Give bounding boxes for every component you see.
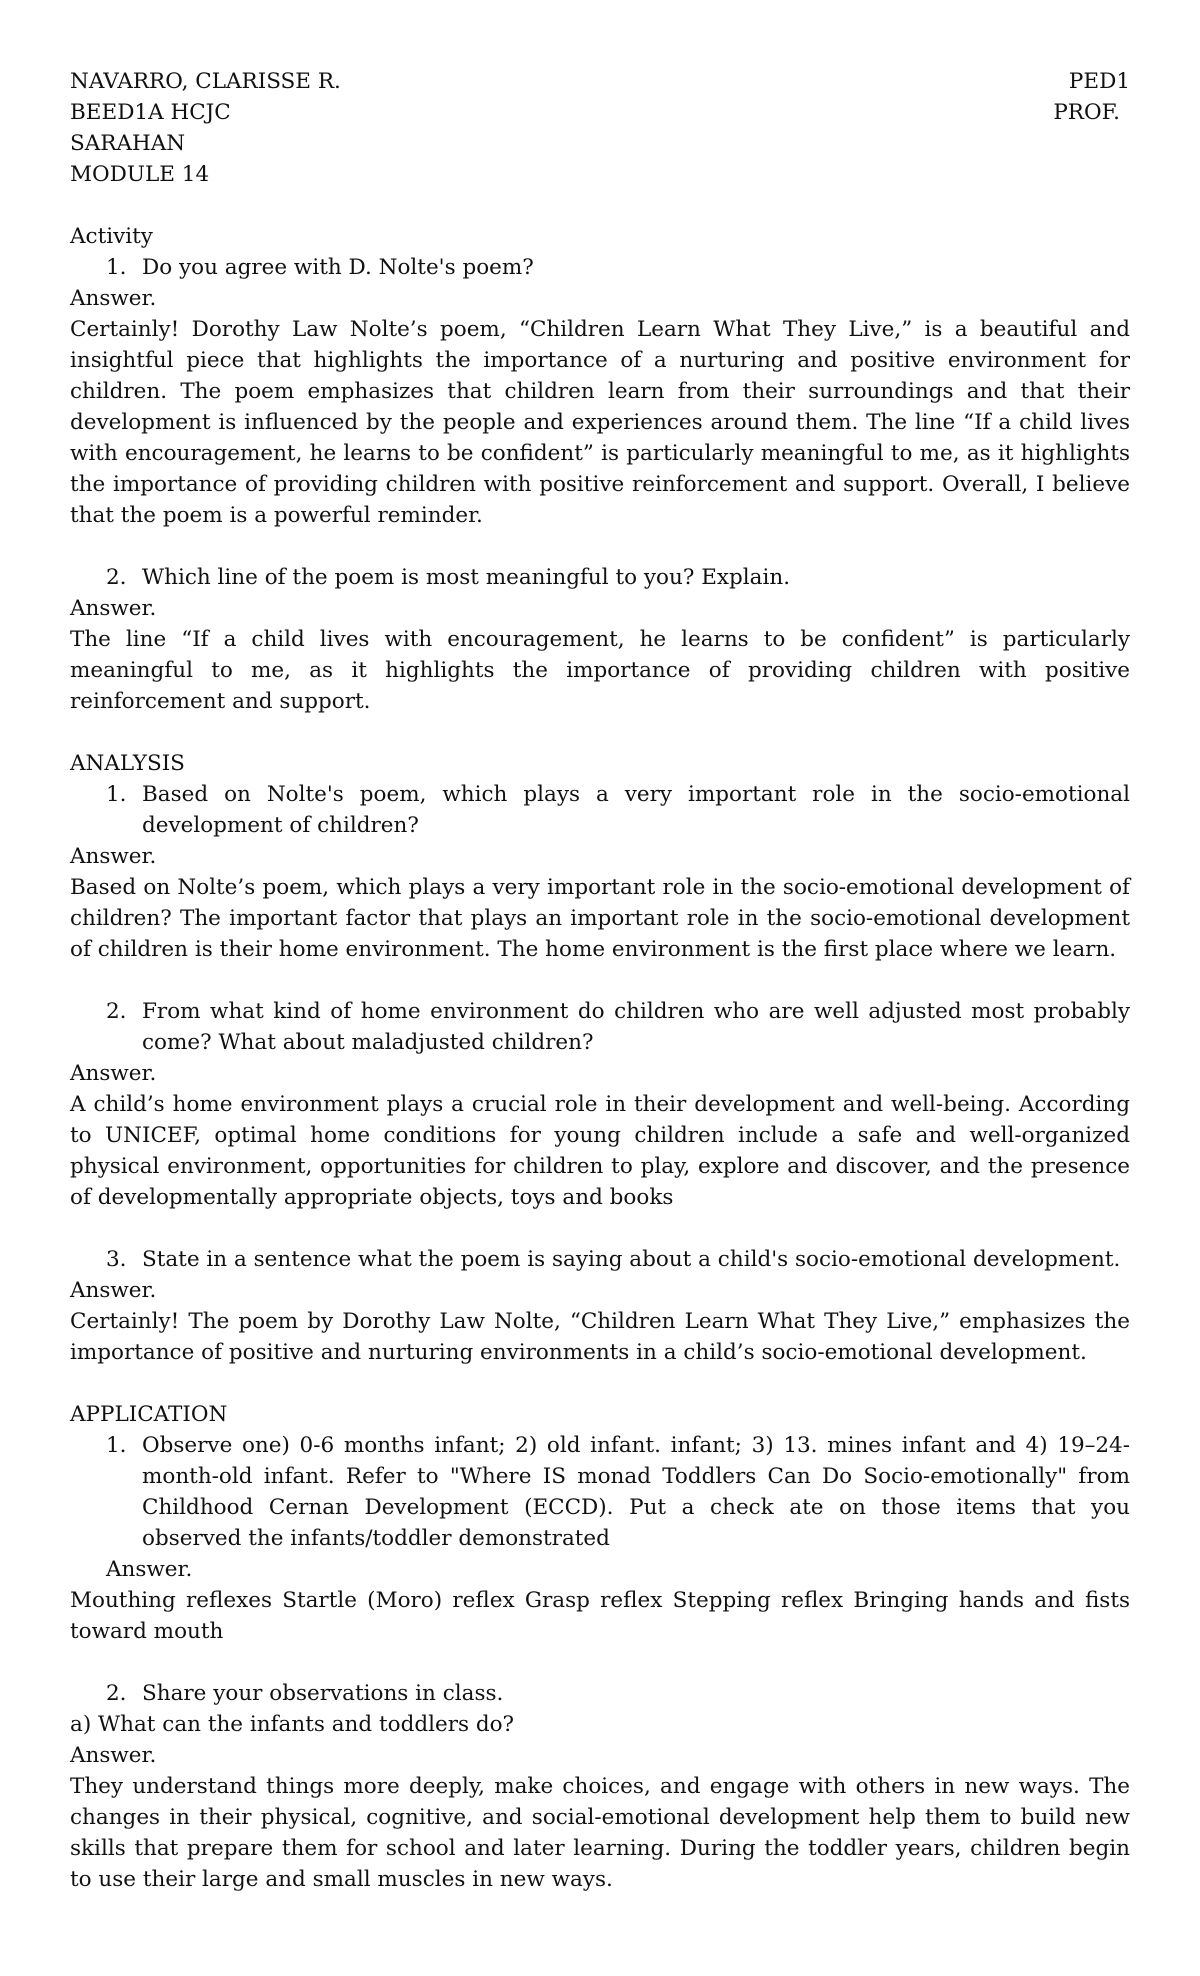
- question-text: Which line of the poem is most meaningful to you? Explain.: [142, 565, 791, 590]
- spacer: [70, 531, 1130, 562]
- subject-code: PED1: [1068, 69, 1130, 94]
- answer-label: Answer.: [70, 844, 157, 869]
- spacer: [70, 717, 1130, 748]
- module-title: MODULE 14: [70, 162, 210, 187]
- analysis-heading: ANALYSIS: [70, 751, 185, 776]
- sub-question-text: a) What can the infants and toddlers do?: [70, 1712, 515, 1737]
- activity-question-1: [106, 252, 1130, 283]
- answer-label: Answer.: [106, 1557, 193, 1582]
- question-number: 2.: [106, 999, 127, 1024]
- answer-text: The line “If a child lives with encouragement, he learns to be confident” is particularly meaningful to me, as it highlights the importance of providing children with positive reinforcement and support.: [70, 627, 1130, 714]
- spacer: [70, 1368, 1130, 1399]
- header-row-1: [70, 66, 1130, 97]
- question-number: 1.: [106, 782, 127, 807]
- answer-text: Mouthing reflexes Startle (Moro) reflex Grasp reflex Stepping reflex Bringing hands and fists toward mouth: [70, 1588, 1130, 1644]
- answer-label: Answer.: [70, 596, 157, 621]
- application-question-2: [106, 1678, 1130, 1709]
- student-name: NAVARRO, CLARISSE R.: [70, 69, 341, 94]
- application-question-1: [106, 1430, 1130, 1554]
- header-row-2: [70, 97, 1130, 128]
- answer-text: Based on Nolte’s poem, which plays a very important role in the socio-emotional development of children? The important factor that plays an important role in the socio-emotional development of children is their home environment. The home environment is the first place where we learn.: [70, 875, 1130, 962]
- question-number: 3.: [106, 1247, 127, 1272]
- question-number: 1.: [106, 1433, 127, 1458]
- answer-text: Certainly! The poem by Dorothy Law Nolte, “Children Learn What They Live,” emphasizes the importance of positive and nurturing environments in a child’s socio-emotional development.: [70, 1309, 1130, 1365]
- spacer: [70, 1213, 1130, 1244]
- prof-name: SARAHAN: [70, 131, 186, 156]
- question-text: Share your observations in class.: [142, 1681, 504, 1706]
- answer-label: Answer.: [70, 286, 157, 311]
- activity-question-2: [106, 562, 1130, 593]
- answer-text: Certainly! Dorothy Law Nolte’s poem, “Children Learn What They Live,” is a beautiful and insightful piece that highlights the importance of a nurturing and positive environment for children. The poem emphasizes that children learn from their surroundings and that their development is influenced by the people and experiences around them. The line “If a child lives with encouragement, he learns to be confident” is particularly meaningful to me, as it highlights the importance of providing children with positive reinforcement and support. Overall, I believe that the poem is a powerful reminder.: [70, 317, 1130, 528]
- answer-label: Answer.: [70, 1061, 157, 1086]
- question-text: State in a sentence what the poem is saying about a child's socio-emotional development.: [142, 1247, 1121, 1272]
- answer-text: They understand things more deeply, make choices, and engage with others in new ways. The changes in their physical, cognitive, and social-emotional development help them to build new skills that prepare them for school and later learning. During the toddler years, children begin to use their large and small muscles in new ways.: [70, 1774, 1130, 1892]
- application-heading: APPLICATION: [70, 1402, 228, 1427]
- question-text: Observe one) 0-6 months infant; 2) old infant. infant; 3) 13. mines infant and 4) 19–24-month-old infant. Refer to "Where IS monad Toddlers Can Do Socio-emotionally" from Childhood Cernan Development (ECCD). Put a check ate on those items that you observed the infants/toddler demonstrated: [142, 1433, 1130, 1551]
- class-section: BEED1A HCJC: [70, 100, 231, 125]
- question-number: 2.: [106, 565, 127, 590]
- spacer: [70, 965, 1130, 996]
- prof-label: PROF.: [1053, 100, 1120, 125]
- spacer: [70, 1647, 1130, 1678]
- analysis-question-2: [106, 996, 1130, 1058]
- activity-heading: Activity: [70, 224, 153, 249]
- question-text: Based on Nolte's poem, which plays a very important role in the socio-emotional development of children?: [142, 782, 1130, 838]
- answer-label: Answer.: [70, 1278, 157, 1303]
- spacer: [70, 190, 1130, 221]
- analysis-question-1: [106, 779, 1130, 841]
- question-text: From what kind of home environment do children who are well adjusted most probably come? What about maladjusted children?: [142, 999, 1130, 1055]
- answer-label: Answer.: [70, 1743, 157, 1768]
- question-number: 2.: [106, 1681, 127, 1706]
- analysis-question-3: [106, 1244, 1130, 1275]
- question-text: Do you agree with D. Nolte's poem?: [142, 255, 534, 280]
- answer-text: A child’s home environment plays a crucial role in their development and well-being. According to UNICEF, optimal home conditions for young children include a safe and well-organized physical environment, opportunities for children to play, explore and discover, and the presence of developmentally appropriate objects, toys and books: [70, 1092, 1130, 1210]
- question-number: 1.: [106, 255, 127, 280]
